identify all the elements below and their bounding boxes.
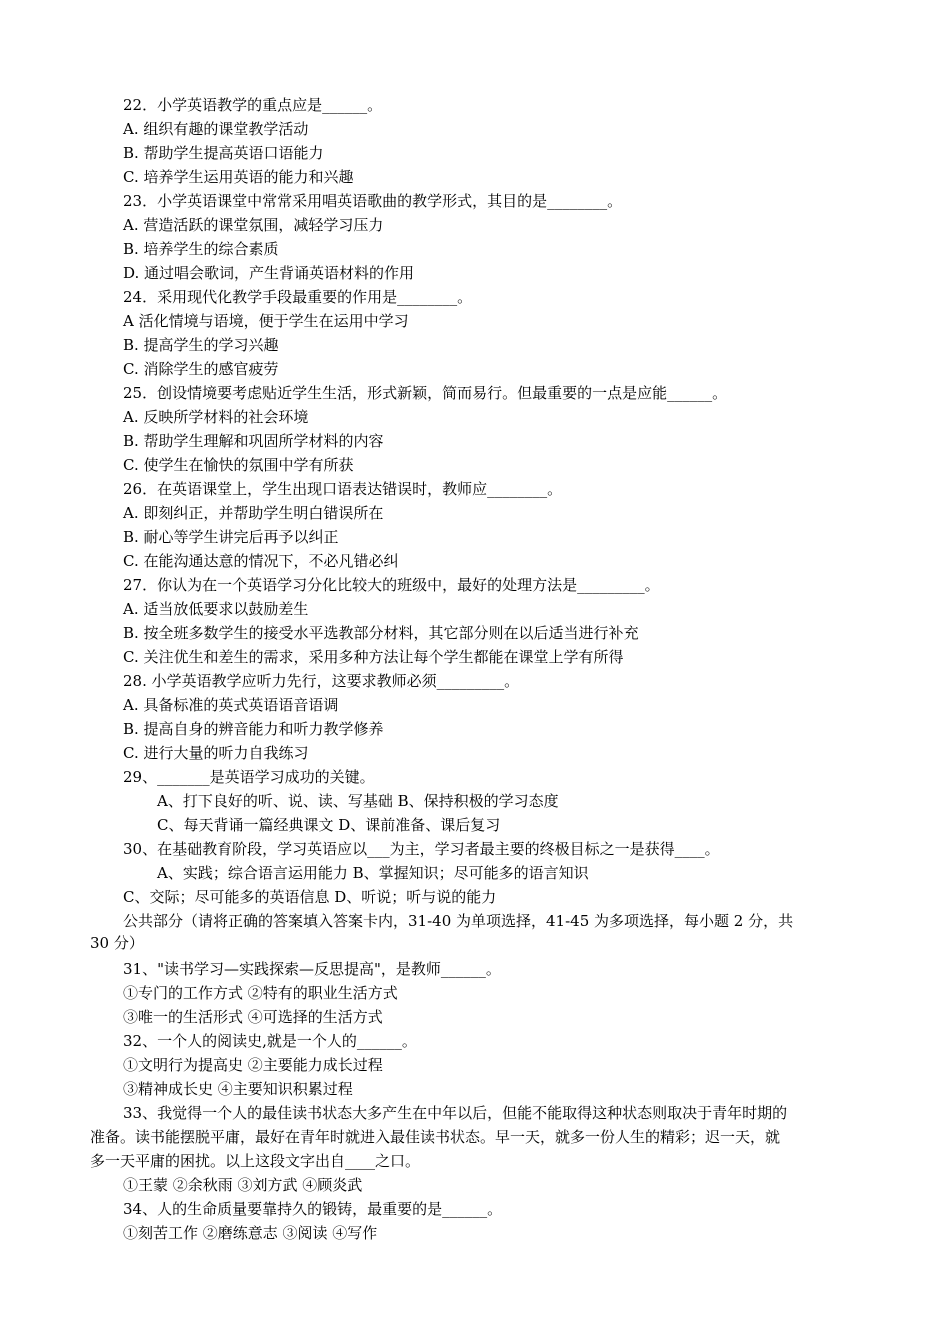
question-34: 34、人的生命质量要靠持久的锻铸，最重要的是______。 bbox=[123, 1200, 503, 1218]
question-33-line-2: 准备。读书能摆脱平庸，最好在青年时就进入最佳读书状态。早一天，就多一份人生的精彩；迟一天，就 bbox=[90, 1128, 781, 1146]
question-24-option-b: B. 提高学生的学习兴趣 bbox=[123, 336, 279, 354]
question-24: 24．采用现代化教学手段最重要的作用是________。 bbox=[123, 288, 473, 306]
question-30-options-ab: A、实践；综合语言运用能力 B、掌握知识；尽可能多的语言知识 bbox=[157, 864, 589, 882]
question-28-option-b: B. 提高自身的辨音能力和听力教学修养 bbox=[123, 720, 384, 738]
question-31-options-12: ①专门的工作方式 ②特有的职业生活方式 bbox=[123, 984, 398, 1002]
question-26: 26．在英语课堂上，学生出现口语表达错误时，教师应________。 bbox=[123, 480, 563, 498]
question-25-option-a: A. 反映所学材料的社会环境 bbox=[123, 408, 309, 426]
question-22-option-a: A. 组织有趣的课堂教学活动 bbox=[123, 120, 309, 138]
question-26-option-b: B. 耐心等学生讲完后再予以纠正 bbox=[123, 528, 339, 546]
question-30-options-cd: C、交际；尽可能多的英语信息 D、听说；听与说的能力 bbox=[123, 888, 497, 906]
question-22-option-b: B. 帮助学生提高英语口语能力 bbox=[123, 144, 324, 162]
question-28: 28. 小学英语教学应听力先行，这要求教师必须_________。 bbox=[123, 672, 520, 690]
question-33-line-3: 多一天平庸的困扰。以上这段文字出自____之口。 bbox=[90, 1152, 421, 1170]
question-31: 31、"读书学习—实践探索—反思提高"，是教师______。 bbox=[123, 960, 501, 978]
question-29-options-ab: A、打下良好的听、说、读、写基础 B、保持积极的学习态度 bbox=[157, 792, 559, 810]
question-28-option-c: C. 进行大量的听力自我练习 bbox=[123, 744, 309, 762]
question-24-option-a: A 活化情境与语境，便于学生在运用中学习 bbox=[123, 312, 409, 330]
question-23-option-d: D. 通过唱会歌词，产生背诵英语材料的作用 bbox=[123, 264, 415, 282]
question-32: 32、一个人的阅读史,就是一个人的______。 bbox=[123, 1032, 417, 1050]
question-34-options: ①刻苦工作 ②磨练意志 ③阅读 ④写作 bbox=[123, 1224, 378, 1242]
question-23-option-b: B. 培养学生的综合素质 bbox=[123, 240, 279, 258]
question-33-options: ①王蒙 ②余秋雨 ③刘方武 ④顾炎武 bbox=[123, 1176, 363, 1194]
question-23-option-a: A. 营造活跃的课堂氛围，减轻学习压力 bbox=[123, 216, 384, 234]
question-22: 22．小学英语教学的重点应是______。 bbox=[123, 96, 383, 114]
question-27: 27．你认为在一个英语学习分化比较大的班级中，最好的处理方法是_________。 bbox=[123, 576, 660, 594]
question-28-option-a: A. 具备标准的英式英语语音语调 bbox=[123, 696, 339, 714]
question-33-line-1: 33、我觉得一个人的最佳读书状态大多产生在中年以后，但能不能取得这种状态则取决于青年时期的 bbox=[123, 1104, 788, 1122]
question-23: 23．小学英语课堂中常常采用唱英语歌曲的教学形式，其目的是________。 bbox=[123, 192, 623, 210]
public-section-heading-line-1: 公共部分（请将正确的答案填入答案卡内，31-40 为单项选择，41-45 为多项选择，每小题 2 分，共 bbox=[123, 912, 794, 930]
question-29-options-cd: C、每天背诵一篇经典课文 D、课前准备、课后复习 bbox=[157, 816, 501, 834]
question-27-option-a: A. 适当放低要求以鼓励差生 bbox=[123, 600, 309, 618]
question-31-options-34: ③唯一的生活形式 ④可选择的生活方式 bbox=[123, 1008, 383, 1026]
question-29: 29、_______是英语学习成功的关键。 bbox=[123, 768, 375, 786]
question-25-option-c: C. 使学生在愉快的氛围中学有所获 bbox=[123, 456, 354, 474]
question-26-option-c: C. 在能沟通达意的情况下，不必凡错必纠 bbox=[123, 552, 399, 570]
question-24-option-c: C. 消除学生的感官疲劳 bbox=[123, 360, 279, 378]
question-25: 25．创设情境要考虑贴近学生生活，形式新颖，简而易行。但最重要的一点是应能______。 bbox=[123, 384, 728, 402]
question-32-options-12: ①文明行为提高史 ②主要能力成长过程 bbox=[123, 1056, 383, 1074]
question-30: 30、在基础教育阶段，学习英语应以___为主，学习者最主要的终极目标之一是获得____。 bbox=[123, 840, 720, 858]
question-25-option-b: B. 帮助学生理解和巩固所学材料的内容 bbox=[123, 432, 384, 450]
question-32-options-34: ③精神成长史 ④主要知识积累过程 bbox=[123, 1080, 353, 1098]
question-26-option-a: A. 即刻纠正，并帮助学生明白错误所在 bbox=[123, 504, 384, 522]
question-22-option-c: C. 培养学生运用英语的能力和兴趣 bbox=[123, 168, 354, 186]
question-27-option-b: B. 按全班多数学生的接受水平选教部分材料，其它部分则在以后适当进行补充 bbox=[123, 624, 639, 642]
question-27-option-c: C. 关注优生和差生的需求，采用多种方法让每个学生都能在课堂上学有所得 bbox=[123, 648, 624, 666]
public-section-heading-line-2: 30 分） bbox=[90, 934, 144, 952]
